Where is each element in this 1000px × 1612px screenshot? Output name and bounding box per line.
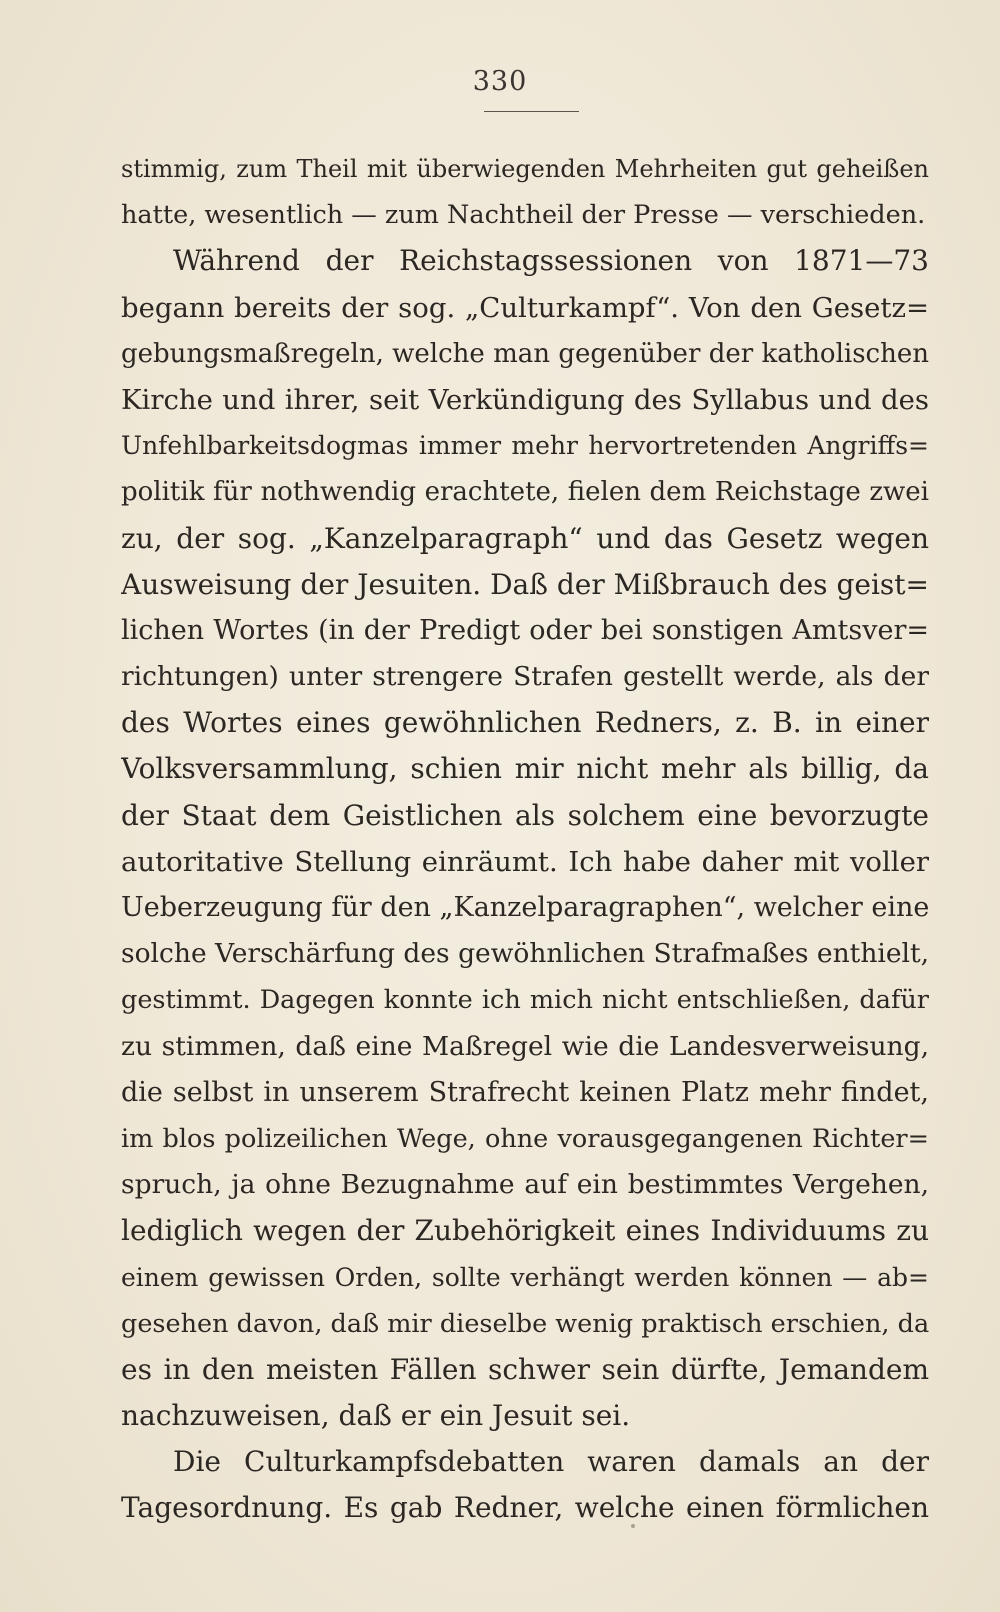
- text-line: Kirche und ihrer, seit Verkündigung des Syllabus und des: [121, 383, 929, 416]
- text-line: politik für nothwendig erachtete, fielen dem Reichstage zwei: [121, 477, 929, 508]
- text-line: einem gewissen Orden, sollte verhängt werden können — ab=: [121, 1262, 929, 1292]
- text-line: Tagesordnung. Es gab Redner, welche einen förmlichen: [121, 1491, 929, 1525]
- text-line: Volksversammlung, schien mir nicht mehr als billig, da: [121, 752, 929, 786]
- text-line: der Staat dem Geistlichen als solchem eine bevorzugte: [121, 798, 929, 832]
- text-line: zu stimmen, daß eine Maßregel wie die Landesverweisung,: [121, 1030, 929, 1062]
- text-line: im blos polizeilichen Wege, ohne vorausgegangenen Richter=: [121, 1123, 929, 1154]
- text-line: spruch, ja ohne Bezugnahme auf ein bestimmtes Vergehen,: [121, 1169, 929, 1201]
- text-line: gestimmt. Dagegen konnte ich mich nicht entschließen, dafür: [121, 985, 929, 1016]
- body-text: [121, 146, 929, 1532]
- text-line: begann bereits der sog. „Culturkampf“. Von den Gesetz=: [121, 291, 929, 324]
- text-line: Unfehlbarkeitsdogmas immer mehr hervortretenden Angriffs=: [121, 431, 929, 461]
- text-line: gebungsmaßregeln, welche man gegenüber der katholischen: [121, 338, 929, 369]
- text-line: solche Verschärfung des gewöhnlichen Strafmaßes enthielt,: [121, 938, 929, 970]
- text-line: Die Culturkampfsdebatten waren damals an der: [173, 1445, 929, 1479]
- text-line: gesehen davon, daß mir dieselbe wenig praktisch erschien, da: [121, 1308, 929, 1339]
- text-line: zu, der sog. „Kanzelparagraph“ und das Gesetz wegen: [121, 521, 929, 555]
- text-line: nachzuweisen, daß er ein Jesuit sei.: [121, 1399, 631, 1433]
- text-line: Ueberzeugung für den „Kanzelparagraphen“, welcher eine: [121, 892, 929, 923]
- text-line: hatte, wesentlich — zum Nachtheil der Presse — verschieden.: [121, 200, 926, 231]
- text-line: autoritative Stellung einräumt. Ich habe daher mit voller: [121, 845, 929, 878]
- text-line: Ausweisung der Jesuiten. Daß der Mißbrauch des geist=: [121, 567, 929, 601]
- text-line: richtungen) unter strengere Strafen gestellt werde, als der: [121, 661, 929, 693]
- text-line: stimmig, zum Theil mit überwiegenden Mehrheiten gut geheißen: [121, 155, 929, 183]
- text-line: des Wortes eines gewöhnlichen Redners, z. B. in einer: [121, 706, 929, 740]
- text-line: es in den meisten Fällen schwer sein dürfte, Jemandem: [121, 1352, 929, 1386]
- text-line: lediglich wegen der Zubehörigkeit eines Individuums zu: [121, 1214, 929, 1248]
- page-number: 330: [472, 66, 528, 97]
- text-line: Während der Reichstagssessionen von 1871—73: [173, 244, 929, 278]
- text-line: die selbst in unserem Strafrecht keinen Platz mehr findet,: [121, 1076, 929, 1108]
- paper-speck: [631, 1524, 635, 1528]
- text-line: lichen Wortes (in der Predigt oder bei sonstigen Amtsver=: [121, 614, 929, 646]
- page-number-rule: [484, 111, 579, 112]
